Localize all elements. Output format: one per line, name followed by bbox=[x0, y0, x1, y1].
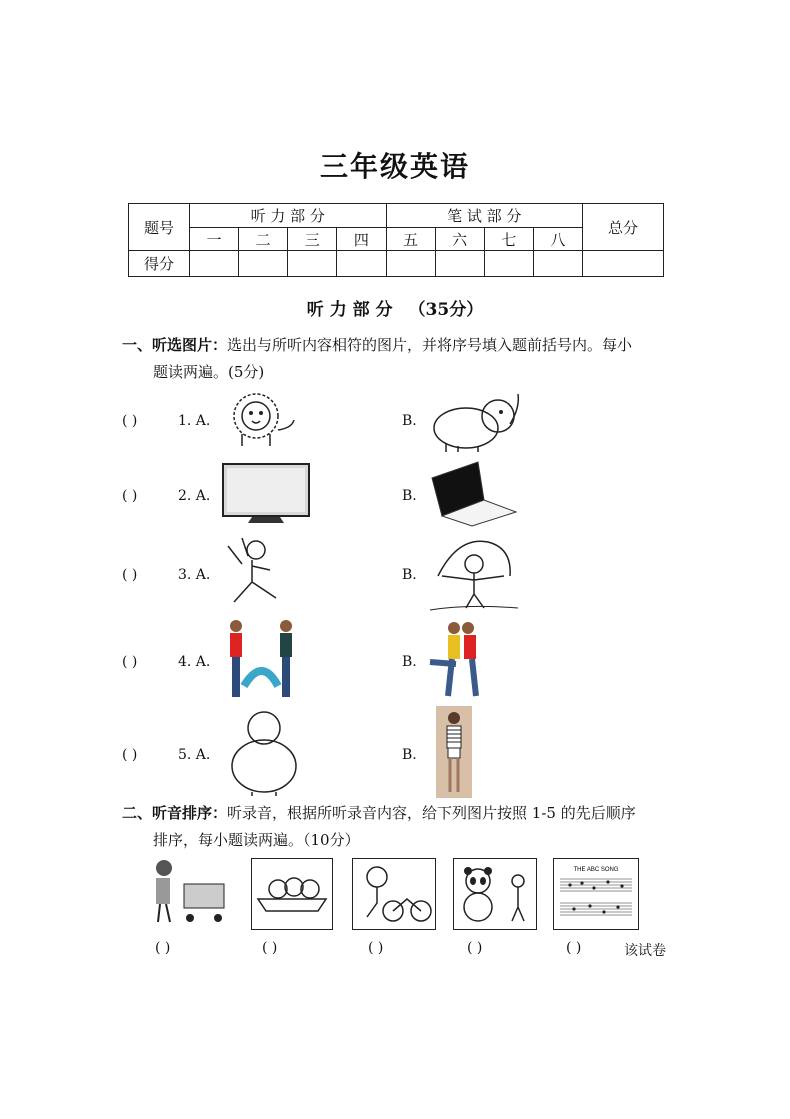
picture-box[interactable] bbox=[352, 858, 436, 930]
table-header-no: 题号 bbox=[129, 204, 190, 251]
answer-paren[interactable]: ( ) bbox=[122, 488, 138, 504]
table-col-number: 八 bbox=[533, 228, 582, 251]
question-number: 1. A. bbox=[178, 413, 211, 429]
part1-text: 选出与所听内容相符的图片，并将序号填入题前括号内。每小 bbox=[227, 336, 633, 354]
option-b-label: B. bbox=[402, 747, 417, 763]
table-header-listening: 听 力 部 分 bbox=[190, 204, 387, 228]
answer-paren[interactable]: ( ) bbox=[368, 940, 384, 956]
table-col-number: 三 bbox=[288, 228, 337, 251]
answer-paren[interactable]: ( ) bbox=[122, 654, 138, 670]
score-cell[interactable] bbox=[190, 251, 239, 277]
score-cell[interactable] bbox=[583, 251, 664, 277]
table-col-number: 四 bbox=[337, 228, 386, 251]
table-col-number: 五 bbox=[386, 228, 435, 251]
option-b-label: B. bbox=[402, 654, 417, 670]
option-b-label: B. bbox=[402, 413, 417, 429]
song-title: THE ABC SONG bbox=[573, 867, 619, 873]
laptop-image[interactable] bbox=[428, 460, 518, 528]
part1-text2: 题读两遍。(5分) bbox=[153, 363, 265, 381]
score-cell[interactable] bbox=[239, 251, 288, 277]
monkey-bike-image bbox=[353, 859, 435, 929]
fat-boy-image[interactable] bbox=[226, 708, 300, 798]
score-cell[interactable] bbox=[386, 251, 435, 277]
abc-song-image bbox=[554, 859, 638, 929]
elephant-image[interactable] bbox=[428, 388, 526, 454]
shopping-cart-image[interactable] bbox=[150, 856, 232, 928]
part2-text2: 排序，每小题读两遍。（10分） bbox=[153, 831, 360, 849]
jump-rope-girl-image[interactable] bbox=[428, 536, 520, 612]
table-score-label: 得分 bbox=[129, 251, 190, 277]
question-number: 3. A. bbox=[178, 567, 211, 583]
picture-box[interactable] bbox=[251, 858, 333, 930]
score-cell[interactable] bbox=[288, 251, 337, 277]
score-cell[interactable] bbox=[484, 251, 533, 277]
part1-label: 一、听选图片： bbox=[122, 336, 228, 354]
score-cell[interactable] bbox=[533, 251, 582, 277]
table-col-number: 七 bbox=[484, 228, 533, 251]
thin-boy-image[interactable] bbox=[436, 706, 472, 798]
question-number: 2. A. bbox=[178, 488, 211, 504]
table-col-number: 一 bbox=[190, 228, 239, 251]
answer-paren[interactable]: ( ) bbox=[122, 567, 138, 583]
picture-box[interactable] bbox=[553, 858, 639, 930]
option-b-label: B. bbox=[402, 567, 417, 583]
part1-instructions bbox=[122, 332, 670, 386]
question-number: 4. A. bbox=[178, 654, 211, 670]
answer-paren[interactable]: ( ) bbox=[122, 747, 138, 763]
tv-image[interactable] bbox=[222, 463, 310, 525]
score-cell[interactable] bbox=[435, 251, 484, 277]
lion-image[interactable] bbox=[218, 390, 300, 448]
table-col-number: 二 bbox=[239, 228, 288, 251]
answer-paren[interactable]: ( ) bbox=[467, 940, 483, 956]
section-points: （35分） bbox=[408, 300, 484, 320]
table-header-writing: 笔 试 部 分 bbox=[386, 204, 583, 228]
section-title: 听 力 部 分 bbox=[306, 300, 393, 320]
stretching-people-image[interactable] bbox=[428, 618, 490, 700]
answer-paren[interactable]: ( ) bbox=[262, 940, 278, 956]
fruit-plate-image bbox=[252, 859, 332, 929]
table-header-total: 总分 bbox=[583, 204, 664, 251]
picture-box[interactable] bbox=[453, 858, 537, 930]
page-title: 三年级英语 bbox=[319, 150, 470, 183]
trailing-text: 该试卷 bbox=[624, 943, 666, 959]
score-table bbox=[128, 203, 664, 277]
panda-toy-image bbox=[454, 859, 536, 929]
option-b-label: B. bbox=[402, 488, 417, 504]
table-col-number: 六 bbox=[435, 228, 484, 251]
part2-instructions bbox=[122, 800, 670, 854]
answer-paren[interactable]: ( ) bbox=[566, 940, 582, 956]
answer-paren[interactable]: ( ) bbox=[155, 940, 171, 956]
part2-text: 听录音，根据所听录音内容，给下列图片按照 1-5 的先后顺序 bbox=[227, 804, 636, 822]
part2-label: 二、听音排序： bbox=[122, 804, 228, 822]
question-number: 5. A. bbox=[178, 747, 211, 763]
score-cell[interactable] bbox=[337, 251, 386, 277]
stretching-girl-image[interactable] bbox=[222, 536, 282, 612]
section-heading bbox=[0, 295, 790, 320]
answer-paren[interactable]: ( ) bbox=[122, 413, 138, 429]
exercise-people-image[interactable] bbox=[222, 616, 300, 702]
